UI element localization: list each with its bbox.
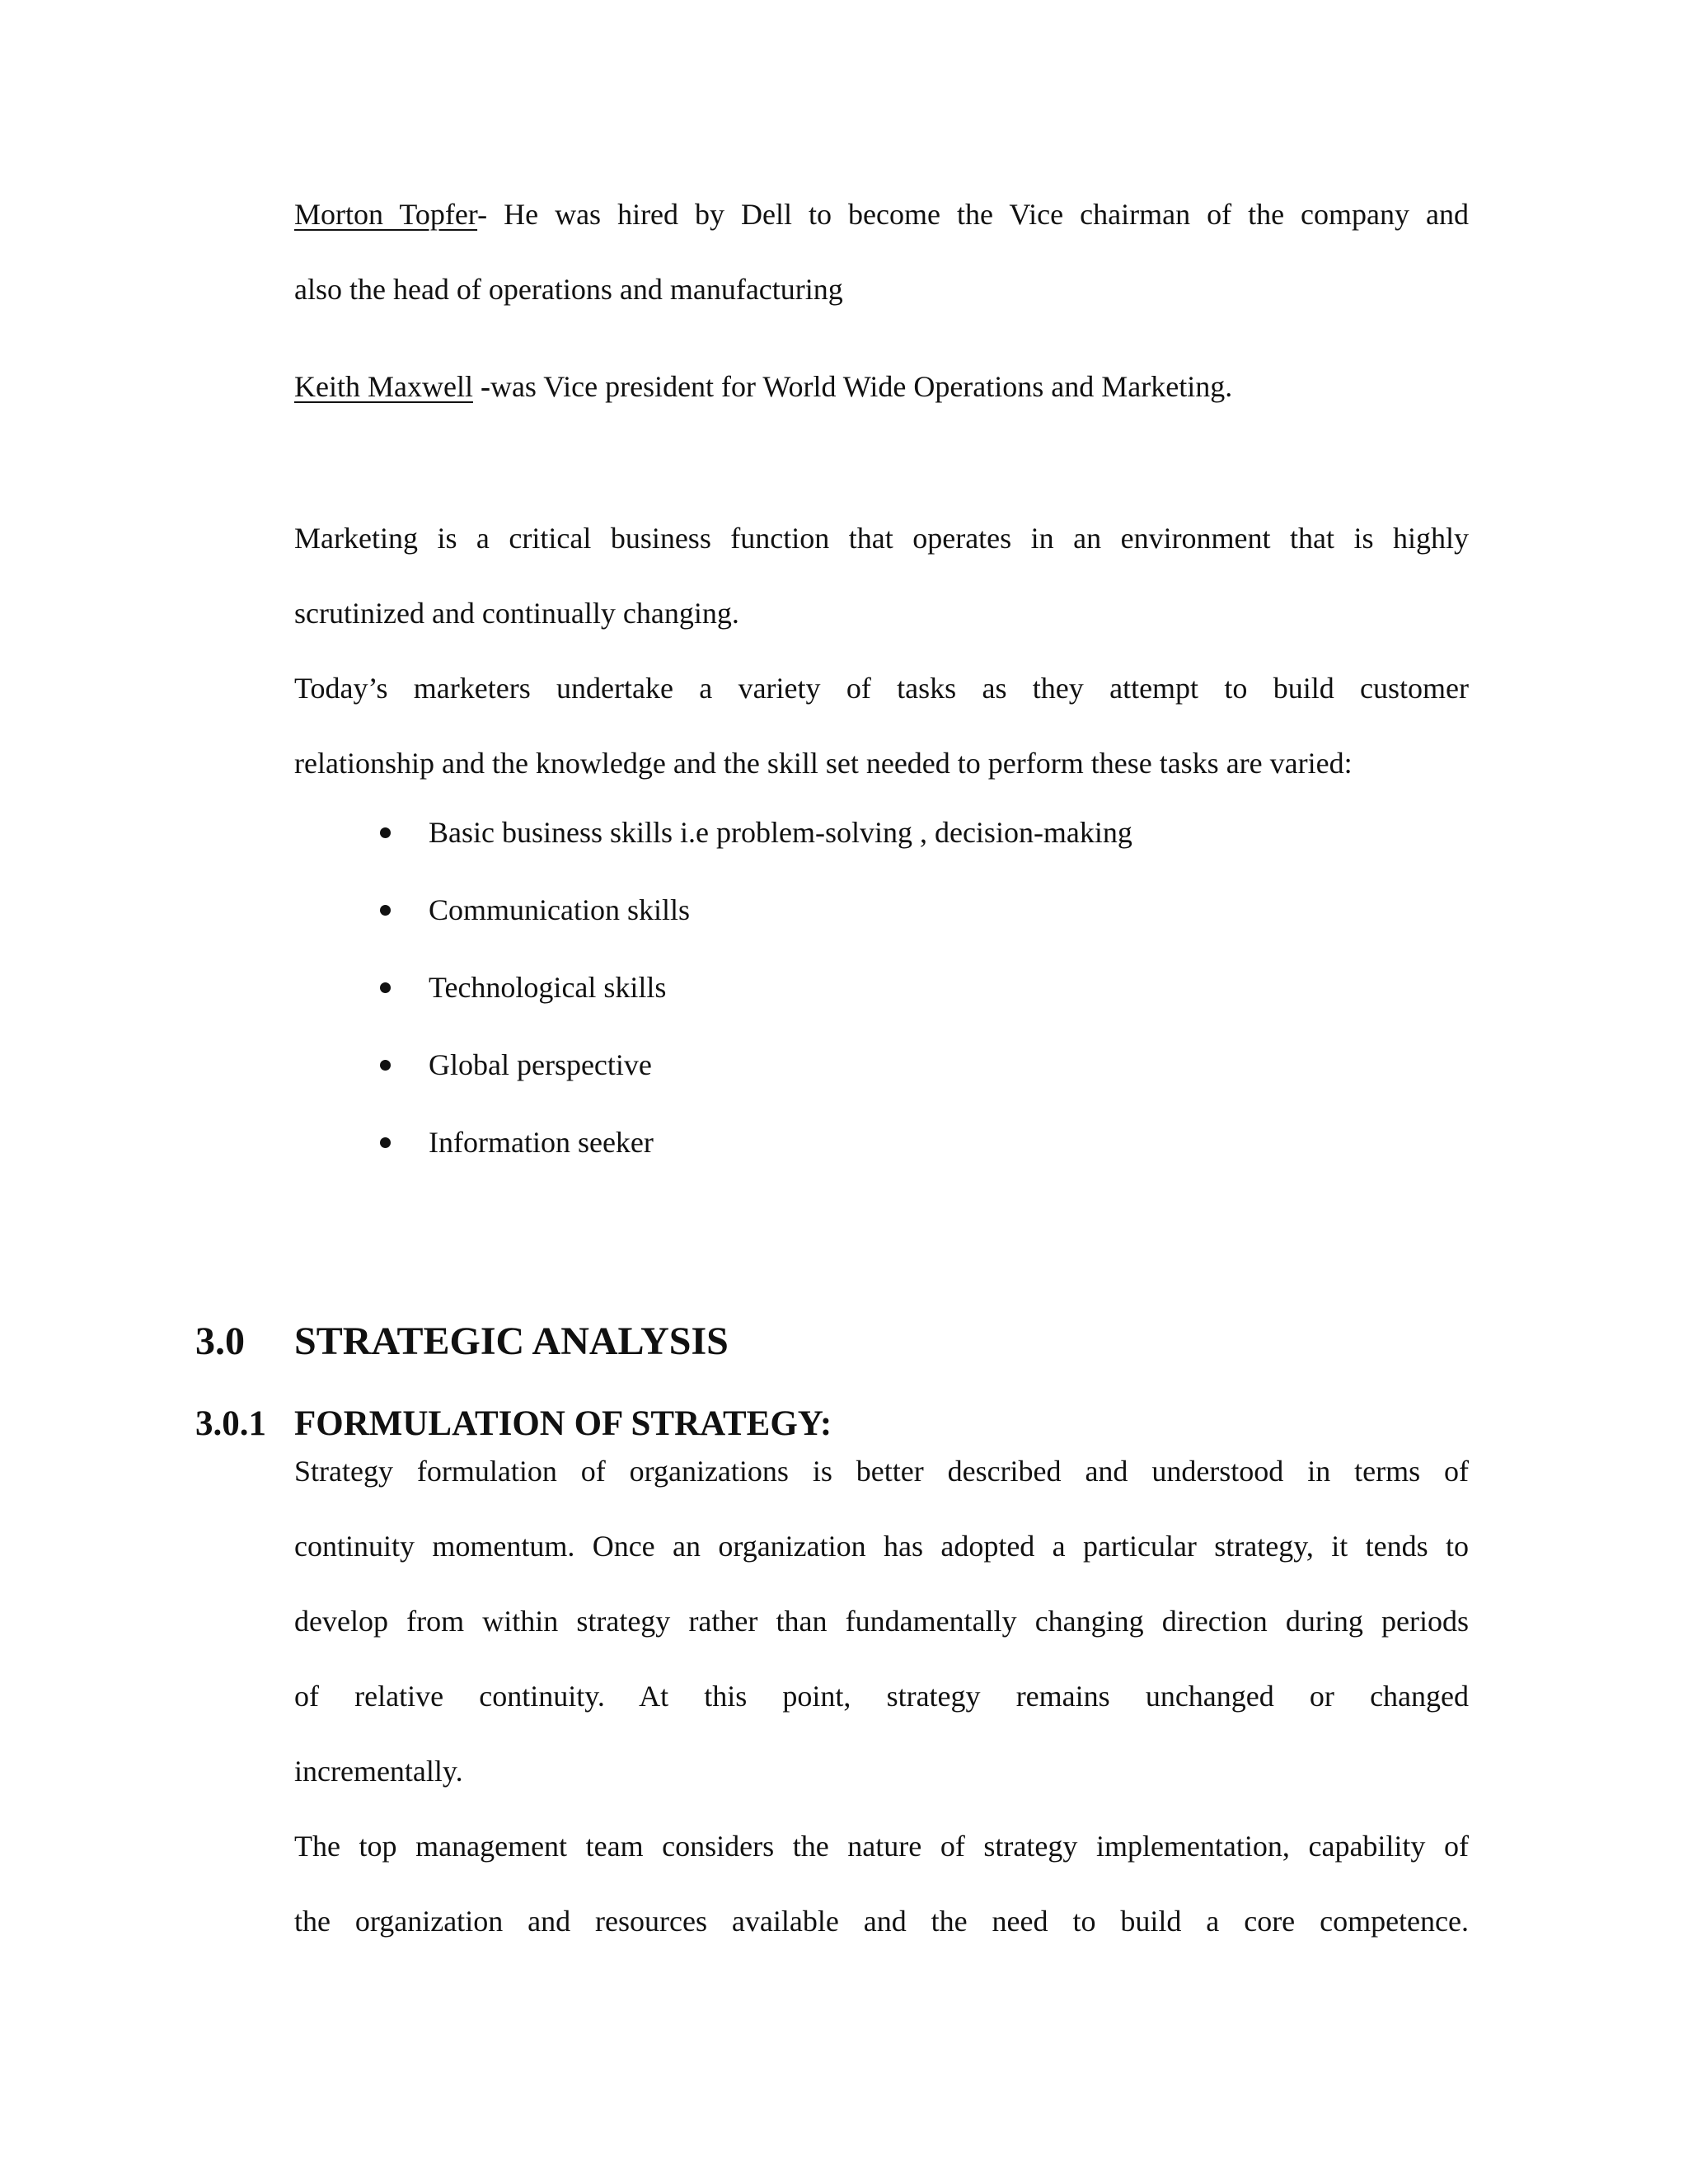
management-line-2: the organization and resources available and the need to build a core competence. [294, 1905, 1469, 1938]
subsection-number: 3.0.1 [195, 1404, 266, 1443]
marketing-line-4: relationship and the knowledge and the skill set needed to perform these tasks are varied: [294, 747, 1353, 780]
marketing-line-3: Today’s marketers undertake a variety of tasks as they attempt to build customer [294, 672, 1469, 705]
bullet-icon [380, 982, 391, 993]
person-dash: - [472, 370, 490, 403]
list-item [375, 1126, 1132, 1203]
skill-text: Information seeker [429, 1126, 654, 1159]
management-line-1: The top management team considers the nature of strategy implementation, capability of [294, 1830, 1469, 1863]
keith-maxwell-description: was Vice president for World Wide Operations and Marketing. [490, 370, 1233, 403]
skill-text: Global perspective [429, 1048, 652, 1081]
bullet-icon [380, 827, 391, 838]
strategy-paragraph [294, 1455, 1469, 1830]
keith-maxwell-line [294, 370, 1469, 445]
bullet-icon [380, 905, 391, 916]
section-number: 3.0 [195, 1319, 245, 1363]
marketing-paragraph [294, 522, 1469, 822]
person-name-keith-maxwell: Keith Maxwell [294, 370, 473, 403]
strategy-line-2: continuity momentum. Once an organization has adopted a particular strategy, it tends to [294, 1530, 1469, 1563]
management-paragraph [294, 1830, 1469, 1980]
skill-text: Technological skills [429, 971, 667, 1004]
strategy-line-3: develop from within strategy rather than fundamentally changing direction during periods [294, 1605, 1469, 1638]
skill-text: Basic business skills i.e problem-solving , decision-making [429, 816, 1132, 849]
morton-topfer-paragraph [294, 198, 1469, 348]
strategy-line-4: of relative continuity. At this point, strategy remains unchanged or changed [294, 1680, 1469, 1713]
strategy-line-1: Strategy formulation of organizations is better described and understood in terms of [294, 1455, 1469, 1488]
marketing-line-2: scrutinized and continually changing. [294, 597, 739, 630]
list-item [375, 893, 1132, 971]
list-item [375, 971, 1132, 1048]
bullet-icon [380, 1060, 391, 1071]
morton-topfer-line-2: also the head of operations and manufacturing [294, 273, 843, 306]
person-name-morton-topfer: Morton Topfer [294, 198, 478, 231]
strategy-line-5: incrementally. [294, 1755, 463, 1788]
list-item [375, 1048, 1132, 1126]
person-dash: - [477, 198, 488, 231]
subsection-title: FORMULATION OF STRATEGY: [294, 1404, 832, 1443]
bullet-icon [380, 1137, 391, 1148]
morton-topfer-line-1 [294, 198, 1469, 273]
list-item [375, 816, 1132, 893]
section-title: STRATEGIC ANALYSIS [294, 1319, 729, 1363]
skill-text: Communication skills [429, 893, 691, 926]
morton-topfer-description: He was hired by Dell to become the Vice chairman of the company and [487, 198, 1470, 231]
marketing-line-1: Marketing is a critical business function that operates in an environment that is highly [294, 522, 1469, 555]
keith-maxwell-paragraph [294, 370, 1469, 445]
skills-list [375, 816, 1132, 1203]
